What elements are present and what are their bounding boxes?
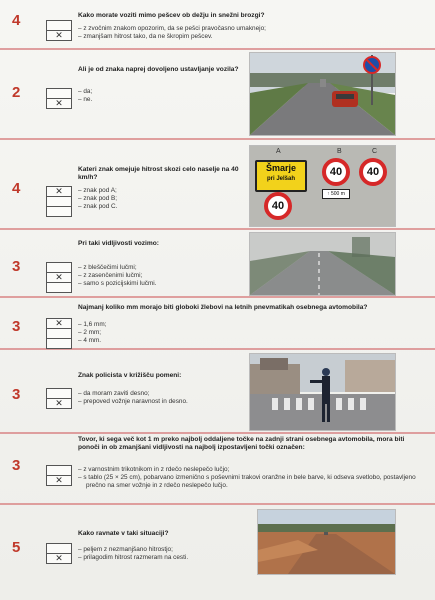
question-text: Najmanj koliko mm morajo biti globoki žlebovi na letnih pnevmatikah osebnega avtomobila? [78,304,368,311]
answer-checkbox[interactable]: ✕ [55,553,63,563]
question-points: 4 [12,12,21,29]
answer-option: – 2 mm; [78,329,102,336]
answer-option: – prilagodim hitrost razmeram na cesti. [78,554,189,561]
question-text: Ali je od znaka naprej dovoljeno ustavljanje vozila? [78,66,239,73]
traffic-signs-panel [249,145,396,227]
answer-list [78,390,188,406]
answer-option: – znak pod B; [78,195,118,202]
question-text: Kateri znak omejuje hitrost skozi celo naselje na 40 km/h? [78,166,239,181]
question-points: 3 [12,457,21,474]
answer-checkboxes [46,186,72,217]
answer-option: – peljem z nezmanjšano hitrostjo; [78,546,173,553]
answer-option: – z zvočnim znakom opozorim, da se pešci pravočasno umaknejo; [78,25,266,32]
town-sign-subtitle: pri Jelšah [266,176,295,182]
answer-checkbox[interactable] [47,329,71,339]
answer-option: – samo s pozicijskimi lučmi. [78,280,157,287]
answer-checkbox[interactable] [47,197,71,207]
question-text: Kako ravnate v taki situaciji? [78,530,169,537]
separator [0,296,435,298]
answer-checkbox[interactable]: ✕ [47,187,71,197]
separator [0,138,435,140]
sign-label-a: A [276,148,281,155]
answer-list [78,25,266,41]
question-points: 5 [12,539,21,556]
police-officer-photo [249,353,396,431]
question-text: Kako morate voziti mimo pešcev ob dežju in snežni brozgi? [78,12,265,19]
answer-option: – z zasenčenimi lučmi; [78,272,143,279]
question-points: 4 [12,180,21,197]
question-points: 3 [12,386,21,403]
answer-option: – z bleščečimi lučmi; [78,264,137,271]
speed-limit-sign-c: 40 [359,158,387,186]
answer-checkbox[interactable]: ✕ [47,273,71,283]
muddy-road-photo [257,509,396,575]
answer-option: – 1,6 mm; [78,321,107,328]
speed-limit-sign-a: 40 [264,192,292,220]
road-photo-parking [249,52,396,136]
sign-label-b: B [337,148,342,155]
answer-checkbox[interactable] [47,339,71,348]
question-text: Znak policista v križišču pomeni: [78,372,182,379]
answer-checkboxes [46,318,72,349]
separator [0,228,435,230]
answer-checkboxes [46,388,72,409]
answer-checkboxes [46,465,72,486]
separator [0,503,435,505]
answer-list [78,546,188,562]
answer-checkbox[interactable]: ✕ [55,98,63,108]
answer-checkbox[interactable]: ✕ [55,398,63,408]
question-text: Pri taki vidljivosti vozimo: [78,240,159,247]
town-sign-name: Šmarje [265,163,297,173]
answer-list [78,187,117,211]
town-sign [255,160,307,192]
answer-option: – da moram zaviti desno; [78,390,150,397]
answer-checkbox[interactable] [47,283,71,292]
question-text: Tovor, ki sega več kot 1 m preko najbolj oddaljene točke na zadnji strani osebnega avtomobila, mora biti ponoči in ob zmanjšani vidljivosti na najbolj izpostavljeni točki označen: [78,436,405,451]
answer-option: – 4 mm. [78,337,102,344]
answer-list [78,321,106,345]
answer-option: – da; [78,88,93,95]
separator [0,432,435,434]
answer-option: – zmanjšam hitrost tako, da ne škropim pešcev. [78,33,213,40]
answer-checkbox[interactable]: ✕ [55,30,63,40]
answer-option: – ne. [78,96,93,103]
answer-checkboxes [46,543,72,564]
answer-checkbox[interactable]: ✕ [55,475,63,485]
answer-option: – znak pod A; [78,187,117,194]
answer-list [78,88,92,104]
answer-checkboxes [46,262,72,293]
answer-checkboxes [46,88,72,109]
answer-checkbox[interactable] [47,207,71,216]
question-points: 3 [12,258,21,275]
separator [0,48,435,50]
question-points: 3 [12,318,21,335]
sign-label-c: C [372,148,378,155]
answer-checkboxes [46,20,72,41]
answer-option: – s tablo (25 × 25 cm), pobarvano izmenično s poševnimi trakovi oranžne in bele barve, ki odseva svetlobo, postavljeno prečno na smer vožnje in z rdečo neslepečo lučjo. [78,474,416,489]
speed-limit-sign-b: 40 [322,158,350,186]
answer-checkbox[interactable]: ✕ [47,319,71,329]
distance-plate: ↑ 500 m [322,189,350,199]
question-points: 2 [12,84,21,101]
answer-option: – z varnostnim trikotnikom in z rdečo neslepečo lučjo; [78,466,230,473]
foggy-road-photo [249,232,396,296]
answer-list [78,264,156,288]
answer-option: – prepoved vožnje naravnost in desno. [78,398,188,405]
answer-option: – znak pod C. [78,203,118,210]
answer-list [78,466,418,490]
